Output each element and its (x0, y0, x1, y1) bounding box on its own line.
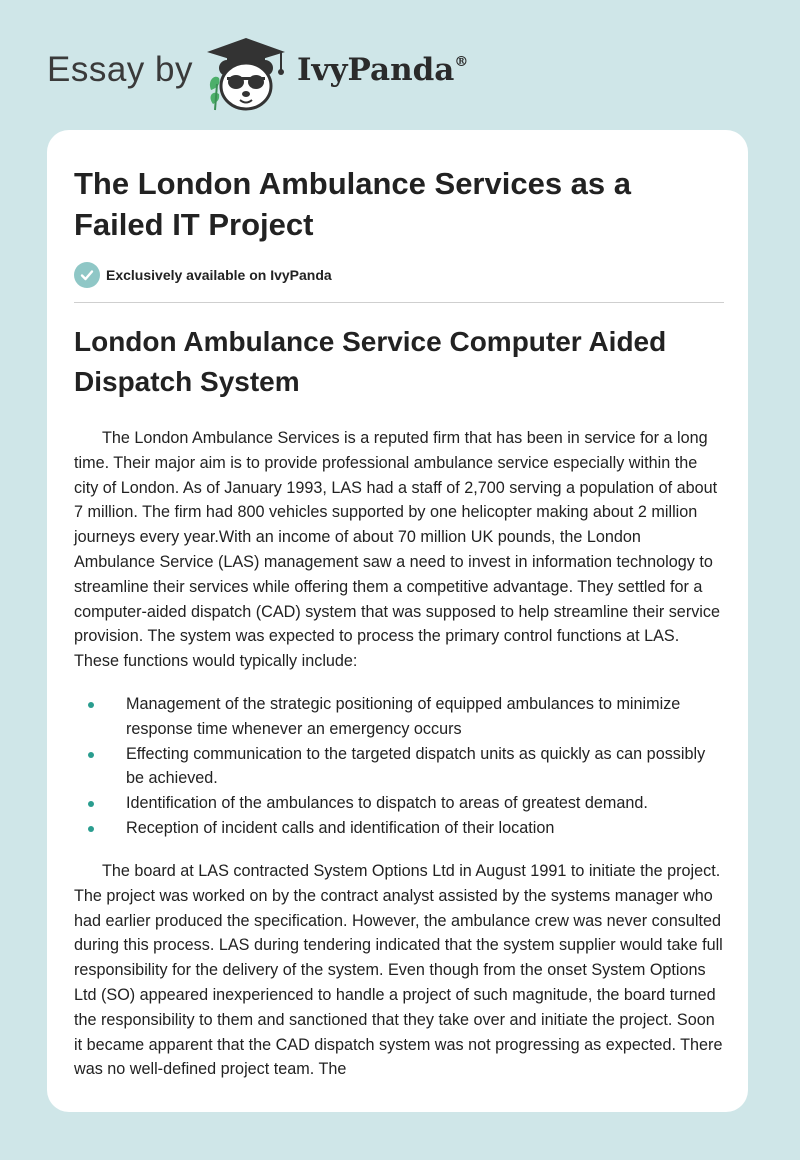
list-item: Management of the strategic positioning of equipped ambulances to minimize response time whenever an emergency occurs (74, 692, 724, 742)
paragraph-1: The London Ambulance Services is a reputed firm that has been in service for a long time. Their major aim is to provide professional ambulance service especially within the city of London. As of January 1993, LAS had a staff of 2,700 serving a population of about 7 million. The firm had 800 vehicles supported by one helicopter making about 2 million journeys every year.With an income of about 70 million UK pounds, the London Ambulance Service (LAS) management saw a need to invest in information technology to streamline their services while offering them a competitive advantage. They settled for a computer-aided dispatch (CAD) system that was supposed to help streamline their service provision. The system was expected to process the primary control functions at LAS. These functions would typically include: (74, 429, 720, 671)
site-header (47, 30, 507, 110)
bullet-icon (88, 826, 94, 832)
bullet-icon (88, 801, 94, 807)
brand-name[interactable]: IvyPanda® (297, 52, 469, 88)
list-item: Identification of the ambulances to dispatch to areas of greatest demand. (74, 791, 724, 816)
divider (74, 302, 724, 303)
bullet-icon (88, 702, 94, 708)
exclusive-badge (74, 261, 332, 289)
section-heading: London Ambulance Service Computer Aided Dispatch System (74, 326, 667, 397)
panda-logo-icon[interactable] (201, 34, 291, 114)
essay-by-label: Essay by (47, 50, 193, 89)
essay-card (47, 130, 748, 1112)
list-item: Effecting communication to the targeted dispatch units as quickly as can possibly be achieved. (74, 742, 724, 792)
page-title: The London Ambulance Services as a Failed IT Project (74, 166, 632, 242)
paragraph-2: The board at LAS contracted System Options Ltd in August 1991 to initiate the project. The project was worked on by the contract analyst assisted by the systems manager who had earlier produced the specification. However, the ambulance crew was never consulted during this process. LAS during tendering indicated that the system supplier would take full responsibility for the delivery of the system. Even though from the onset System Options Ltd (SO) appeared inexperienced to handle a project of such magnitude, the board turned the responsibility to them and sanctioned that they take over and initiate the project. Soon it became apparent that the CAD dispatch system was not progressing as expected. There was no well-defined project team. The (74, 862, 723, 1079)
functions-list (74, 692, 724, 841)
badge-text: Exclusively available on IvyPanda (106, 267, 332, 283)
checkmark-icon (74, 262, 100, 288)
list-item: Reception of incident calls and identification of their location (74, 816, 724, 841)
bullet-icon (88, 752, 94, 758)
